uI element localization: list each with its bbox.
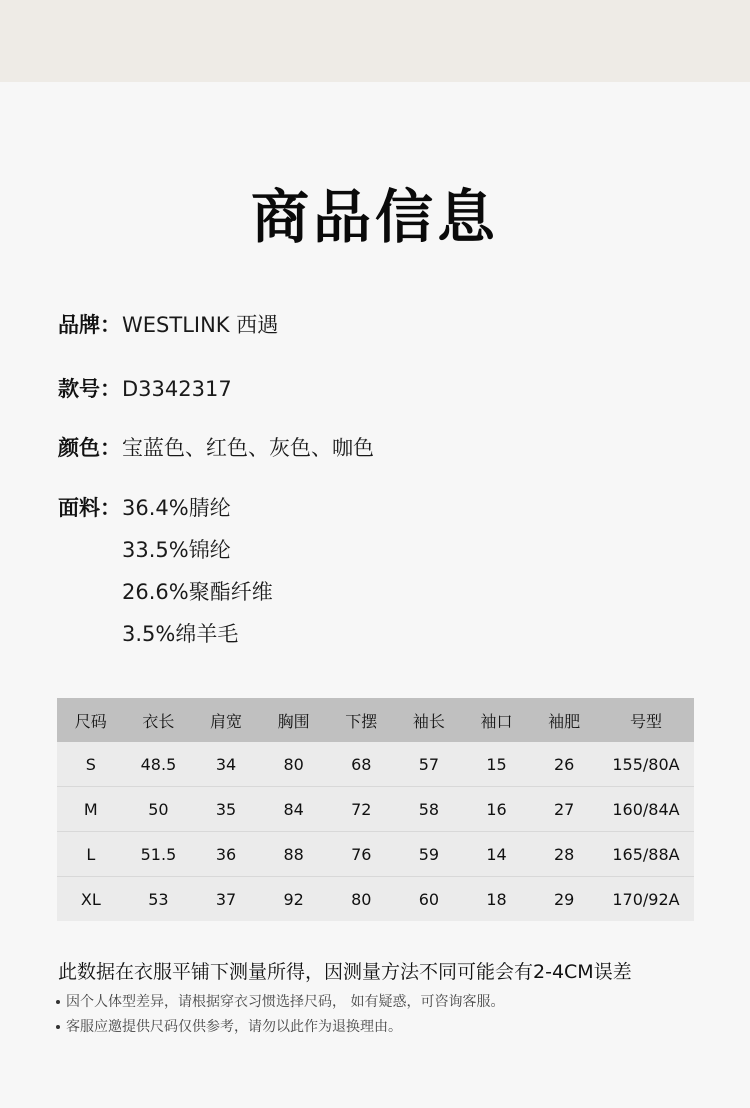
column-header: 肩宽 bbox=[192, 698, 260, 742]
table-cell: 84 bbox=[260, 787, 328, 832]
note-list bbox=[56, 992, 504, 1042]
table-row bbox=[57, 877, 694, 922]
table-cell: M bbox=[57, 787, 125, 832]
table-cell: 76 bbox=[328, 832, 396, 877]
table-cell: 155/80A bbox=[598, 742, 694, 787]
table-cell: 28 bbox=[530, 832, 598, 877]
column-header: 号型 bbox=[598, 698, 694, 742]
colors-value: 宝蓝色、红色、灰色、咖色 bbox=[122, 436, 374, 460]
table-cell: S bbox=[57, 742, 125, 787]
table-cell: 72 bbox=[328, 787, 396, 832]
column-header: 下摆 bbox=[328, 698, 396, 742]
table-cell: 53 bbox=[125, 877, 193, 922]
table-cell: XL bbox=[57, 877, 125, 922]
table-cell: 88 bbox=[260, 832, 328, 877]
colors-row bbox=[58, 432, 374, 462]
column-header: 袖肥 bbox=[530, 698, 598, 742]
fabric-item: 36.4%腈纶 bbox=[122, 496, 231, 520]
table-cell: 58 bbox=[395, 787, 463, 832]
table-cell: 92 bbox=[260, 877, 328, 922]
colors-label: 颜色： bbox=[58, 436, 121, 460]
table-cell: 68 bbox=[328, 742, 396, 787]
top-banner bbox=[0, 0, 750, 82]
size-table bbox=[57, 698, 694, 921]
table-cell: 35 bbox=[192, 787, 260, 832]
measurement-note: 此数据在衣服平铺下测量所得，因测量方法不同可能会有2-4CM误差 bbox=[58, 961, 632, 983]
table-cell: 29 bbox=[530, 877, 598, 922]
table-cell: 48.5 bbox=[125, 742, 193, 787]
table-header-row bbox=[57, 698, 694, 742]
style-no-value: D3342317 bbox=[122, 377, 232, 401]
fabric-item: 26.6%聚酯纤维 bbox=[122, 580, 273, 604]
table-cell: 59 bbox=[395, 832, 463, 877]
table-cell: 16 bbox=[463, 787, 531, 832]
table-cell: 160/84A bbox=[598, 787, 694, 832]
note-text: 客服应邀提供尺码仅供参考，请勿以此作为退换理由。 bbox=[66, 1019, 402, 1035]
bullet-icon bbox=[56, 1025, 60, 1029]
table-cell: 26 bbox=[530, 742, 598, 787]
column-header: 衣长 bbox=[125, 698, 193, 742]
column-header: 袖长 bbox=[395, 698, 463, 742]
table-cell: 14 bbox=[463, 832, 531, 877]
table-cell: L bbox=[57, 832, 125, 877]
brand-value: WESTLINK 西遇 bbox=[122, 313, 279, 337]
brand-label: 品牌： bbox=[58, 313, 121, 337]
table-row bbox=[57, 742, 694, 787]
table-cell: 27 bbox=[530, 787, 598, 832]
fabric-row bbox=[58, 495, 273, 663]
fabric-list bbox=[122, 495, 273, 663]
table-cell: 170/92A bbox=[598, 877, 694, 922]
table-cell: 34 bbox=[192, 742, 260, 787]
table-cell: 37 bbox=[192, 877, 260, 922]
fabric-item: 3.5%绵羊毛 bbox=[122, 622, 239, 646]
table-row bbox=[57, 787, 694, 832]
note-item bbox=[56, 992, 504, 1017]
table-cell: 80 bbox=[260, 742, 328, 787]
table-cell: 50 bbox=[125, 787, 193, 832]
table-cell: 18 bbox=[463, 877, 531, 922]
note-item bbox=[56, 1017, 504, 1042]
table-cell: 165/88A bbox=[598, 832, 694, 877]
table-cell: 80 bbox=[328, 877, 396, 922]
column-header: 袖口 bbox=[463, 698, 531, 742]
table-cell: 36 bbox=[192, 832, 260, 877]
table-row bbox=[57, 832, 694, 877]
table-cell: 57 bbox=[395, 742, 463, 787]
column-header: 尺码 bbox=[57, 698, 125, 742]
style-no-row bbox=[58, 373, 232, 403]
bullet-icon bbox=[56, 1000, 60, 1004]
fabric-item: 33.5%锦纶 bbox=[122, 538, 231, 562]
style-no-label: 款号： bbox=[58, 377, 121, 401]
table-cell: 51.5 bbox=[125, 832, 193, 877]
table-cell: 60 bbox=[395, 877, 463, 922]
fabric-label: 面料： bbox=[58, 496, 121, 520]
table-cell: 15 bbox=[463, 742, 531, 787]
brand-row bbox=[58, 309, 278, 339]
note-text: 因个人体型差异，请根据穿衣习惯选择尺码， 如有疑惑，可咨询客服。 bbox=[66, 994, 505, 1010]
page-title: 商品信息 bbox=[250, 183, 499, 251]
column-header: 胸围 bbox=[260, 698, 328, 742]
